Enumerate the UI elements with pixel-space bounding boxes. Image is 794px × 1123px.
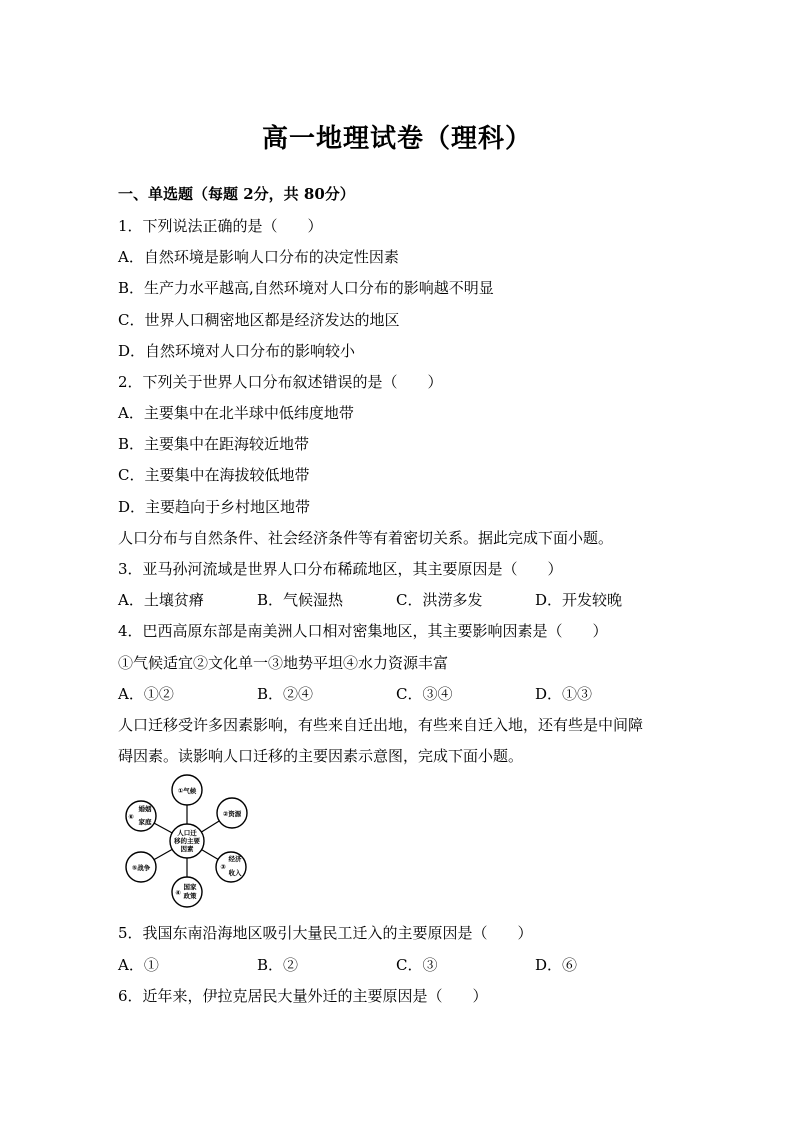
economic-income-label-3: 收入	[228, 869, 242, 877]
q4-option-c: C．③④	[396, 685, 453, 703]
q4-option-a: A．①②	[118, 685, 174, 703]
war-label: ⑤战争	[131, 864, 151, 872]
center-label-2: 移的主要	[174, 837, 200, 845]
intro-paragraph-2-line-1: 人口迁移受许多因素影响，有些来自迁出地，有些来自迁入地，还有些是中间障	[118, 716, 644, 734]
q3-option-a: A．土壤贫瘠	[118, 591, 204, 609]
q5-option-c: C．③	[396, 956, 438, 974]
q2-option-c: C．主要集中在海拔较低地带	[118, 466, 310, 484]
center-label-1: 人口迁	[177, 829, 197, 837]
climate-label: ①气候	[177, 787, 197, 795]
q1-option-a: A．自然环境是影响人口分布的决定性因素	[118, 248, 399, 266]
page-title: 高一地理试卷（理科）	[261, 124, 532, 154]
q5-option-d: D．⑥	[535, 956, 578, 974]
q2-option-b: B．主要集中在距海较近地带	[118, 435, 310, 453]
q5-option-b: B．②	[257, 956, 299, 974]
q3-stem: 3．亚马孙河流域是世界人口分布稀疏地区，其主要原因是（ ）	[118, 560, 563, 578]
q1-option-c: C．世界人口稠密地区都是经济发达的地区	[118, 311, 400, 329]
q6-stem: 6．近年来，伊拉克居民大量外迁的主要原因是（ ）	[118, 987, 488, 1005]
resources-label: ②资源	[222, 810, 242, 818]
section-heading: 一、单选题（每题 2分，共 80分）	[118, 185, 355, 203]
q4-option-b: B．②④	[257, 685, 314, 703]
q3-option-b: B．气候湿热	[257, 591, 344, 609]
q3-option-d: D．开发较晚	[535, 591, 623, 609]
intro-paragraph-2-line-2: 碍因素。读影响人口迁移的主要因素示意图，完成下面小题。	[118, 747, 524, 765]
intro-paragraph-1: 人口分布与自然条件、社会经济条件等有着密切关系。据此完成下面小题。	[118, 529, 614, 547]
national-policy-label-2: 国家	[183, 883, 197, 891]
q1-option-b: B．生产力水平越高,自然环境对人口分布的影响越不明显	[118, 279, 494, 297]
q3-option-c: C．洪涝多发	[396, 591, 483, 609]
q2-stem: 2．下列关于世界人口分布叙述错误的是（ ）	[118, 373, 443, 391]
center-label-3: 因素	[180, 845, 194, 853]
q5-stem: 5．我国东南沿海地区吸引大量民工迁入的主要原因是（ ）	[118, 924, 533, 942]
q2-option-d: D．主要趋向于乡村地区地带	[118, 498, 311, 516]
q4-option-d: D．①③	[535, 685, 593, 703]
q4-factors: ①气候适宜②文化单一③地势平坦④水力资源丰富	[118, 654, 449, 672]
q4-stem: 4．巴西高原东部是南美洲人口相对密集地区，其主要影响因素是（ ）	[118, 622, 608, 640]
q1-stem: 1．下列说法正确的是（ ）	[118, 217, 323, 235]
migration-factors-diagram	[116, 772, 258, 910]
marriage-family-label-1: 婚姻	[138, 805, 152, 813]
national-policy-label-1: ④	[175, 889, 181, 897]
q2-option-a: A．主要集中在北半球中低纬度地带	[118, 404, 354, 422]
marriage-family-label-3: 家庭	[138, 818, 152, 826]
q1-option-d: D．自然环境对人口分布的影响较小	[118, 342, 356, 360]
economic-income-label-2: ③	[220, 863, 226, 871]
marriage-family-label-2: ⑥	[128, 813, 134, 821]
national-policy-label-3: 政策	[183, 892, 197, 900]
q5-option-a: A．①	[118, 956, 159, 974]
economic-income-label-1: 经济	[228, 855, 242, 863]
